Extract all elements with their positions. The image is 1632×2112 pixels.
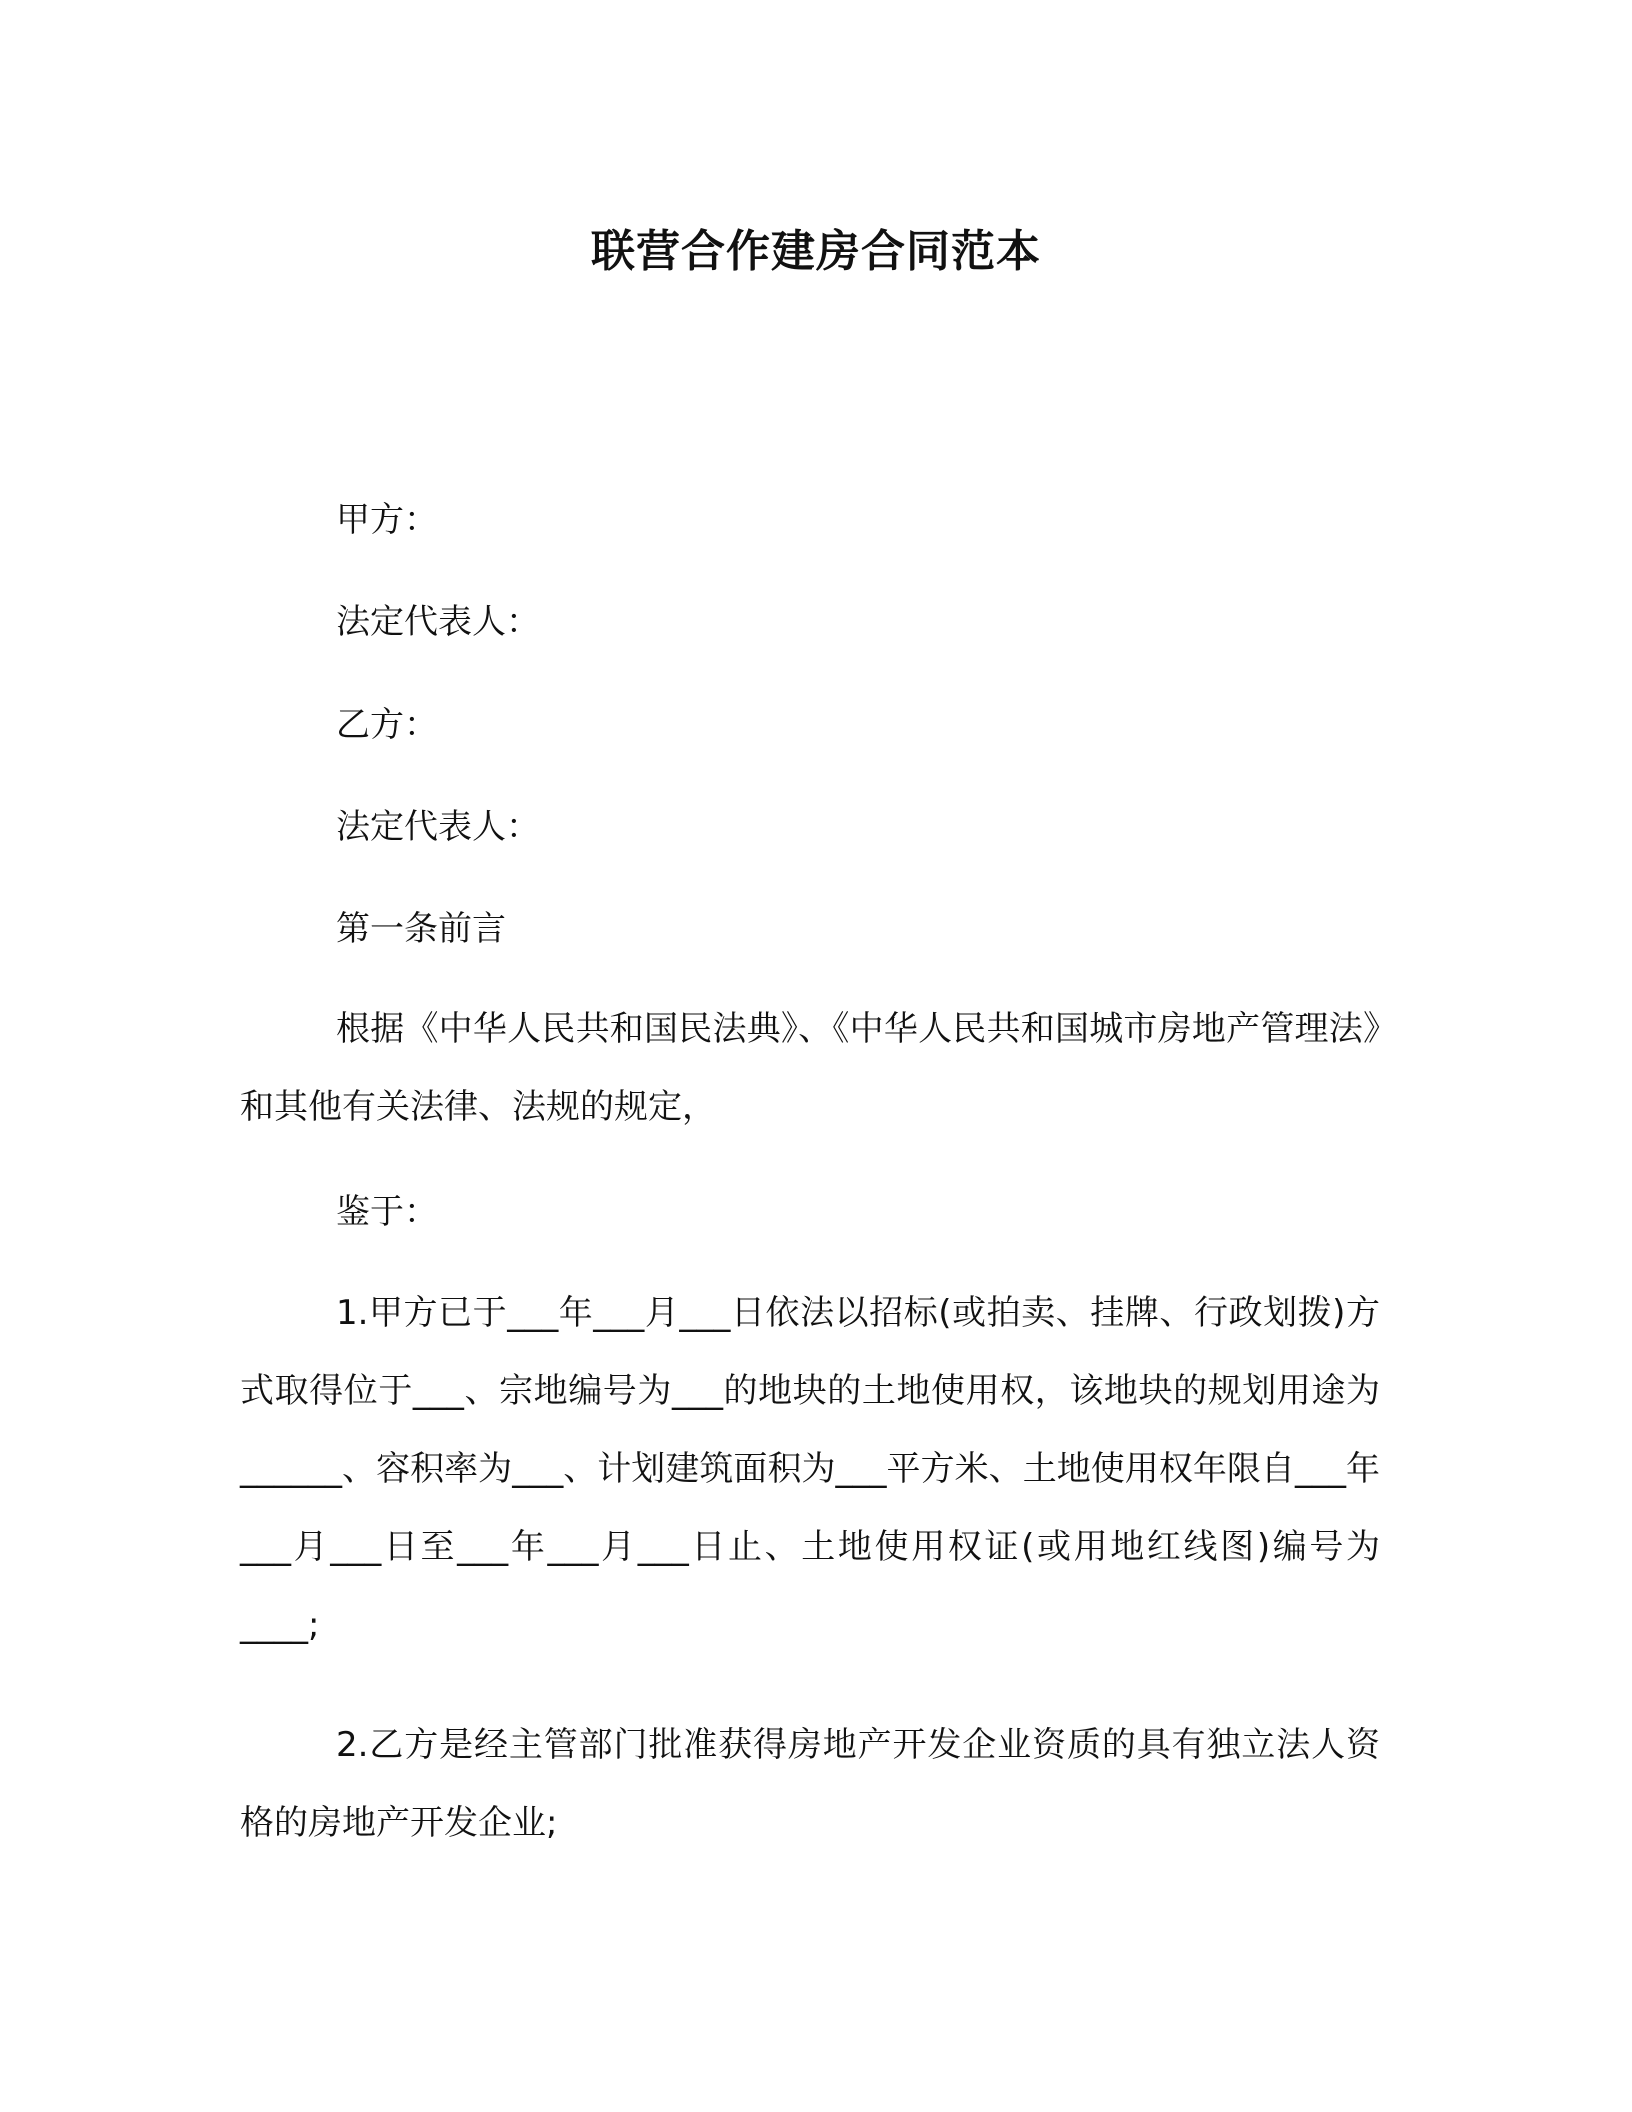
party-b-label: 乙方：: [336, 705, 438, 745]
clause-1-paragraph: 1.甲方已于___年___月___日依法以招标(或拍卖、挂牌、行政划拨)方式取得位于___、宗地编号为___的地块的土地使用权，该地块的规划用途为______、容积率为___、计划建筑面积为___平方米、土地使用权年限自___年___月___日至___年___月___日止、土地使用权证(或用地红线图)编号为____;: [240, 1293, 1380, 1645]
party-a-label: 甲方：: [336, 500, 438, 540]
clause-2-paragraph: 2.乙方是经主管部门批准获得房地产开发企业资质的具有独立法人资格的房地产开发企业;: [240, 1725, 1380, 1843]
party-b-representative-label: 法定代表人：: [336, 807, 540, 847]
preamble-paragraph: 根据《中华人民共和国民法典》、《中华人民共和国城市房地产管理法》和其他有关法律、法规的规定，: [240, 1009, 1380, 1127]
document-title: 联营合作建房合同范本: [591, 226, 1041, 277]
party-a-representative-label: 法定代表人：: [336, 602, 540, 642]
article-one-heading: 第一条前言: [336, 909, 506, 949]
whereas-label: 鉴于：: [336, 1192, 438, 1232]
